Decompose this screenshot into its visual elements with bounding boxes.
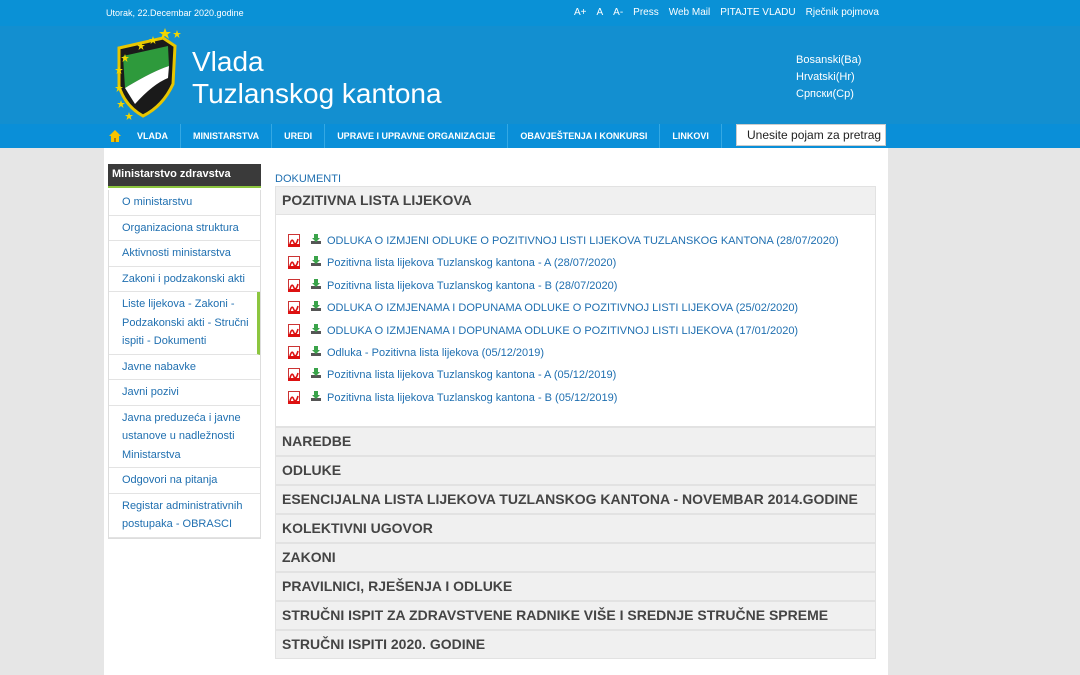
sidebar-item-aktivnosti[interactable]: Aktivnosti ministarstva	[109, 241, 260, 267]
sidebar-title: Ministarstvo zdravstva	[108, 164, 261, 188]
ask-government-link[interactable]: PITAJTE VLADU	[720, 7, 796, 18]
sidebar-item-javni-pozivi[interactable]: Javni pozivi	[109, 380, 260, 406]
document-link[interactable]: ODLUKA O IZMJENI ODLUKE O POZITIVNOJ LISTI LIJEKOVA TUZLANSKOG KANTONA (28/07/2020)	[327, 235, 839, 247]
document-item[interactable]	[288, 255, 863, 272]
section-header-pravilnici[interactable]: PRAVILNICI, RJEŠENJA I ODLUKE	[275, 572, 876, 601]
section-header-pozitivna-lista[interactable]: POZITIVNA LISTA LIJEKOVA	[275, 186, 876, 215]
sidebar-list	[108, 190, 261, 539]
document-link[interactable]: Pozitivna lista lijekova Tuzlanskog kantona - A (28/07/2020)	[327, 257, 617, 270]
nav-item-obavjestenja[interactable]: OBAVJEŠTENJA I KONKURSI	[508, 124, 660, 148]
current-date: Utorak, 22.Decembar 2020.godine	[106, 8, 244, 18]
document-item[interactable]	[288, 233, 863, 250]
section-header-naredbe[interactable]: NAREDBE	[275, 427, 876, 456]
sidebar-item-organizaciona-struktura[interactable]: Organizaciona struktura	[109, 216, 260, 242]
document-link[interactable]: ODLUKA O IZMJENAMA I DOPUNAMA ODLUKE O POZITIVNOJ LISTI LIJEKOVA (25/02/2020)	[327, 302, 799, 315]
document-item[interactable]	[288, 323, 863, 340]
lang-bosnian-link[interactable]: Bosanski(Ba)	[796, 54, 862, 66]
pdf-icon[interactable]	[288, 368, 300, 381]
sidebar-item-o-ministarstvu[interactable]: O ministarstvu	[109, 190, 260, 216]
download-icon[interactable]	[310, 233, 322, 245]
document-list	[275, 215, 876, 427]
sidebar-item-zakoni[interactable]: Zakoni i podzakonski akti	[109, 267, 260, 293]
document-item[interactable]	[288, 367, 863, 384]
section-header-odluke[interactable]: ODLUKE	[275, 456, 876, 485]
pdf-icon[interactable]	[288, 234, 300, 247]
breadcrumb[interactable]: DOKUMENTI	[275, 173, 341, 185]
press-link[interactable]: Press	[633, 7, 659, 18]
site-header	[0, 26, 1080, 124]
section-header-kolektivni-ugovor[interactable]: KOLEKTIVNI UGOVOR	[275, 514, 876, 543]
home-icon[interactable]	[108, 129, 122, 143]
coat-of-arms-logo[interactable]	[113, 26, 183, 124]
document-item[interactable]	[288, 278, 863, 295]
font-increase-link[interactable]: A+	[573, 7, 587, 18]
main-content	[275, 172, 876, 659]
nav-item-uredi[interactable]: UREDI	[272, 124, 325, 148]
font-decrease-link[interactable]: A-	[613, 7, 624, 18]
download-icon[interactable]	[310, 300, 322, 312]
download-icon[interactable]	[310, 367, 322, 379]
sidebar-item-registar[interactable]: Registar administrativnih postupaka - OBRASCI	[109, 494, 260, 538]
pdf-icon[interactable]	[288, 346, 300, 359]
document-link[interactable]: Odluka - Pozitivna lista lijekova (05/12/2019)	[327, 346, 545, 359]
site-title-line1: Vlada	[192, 46, 264, 77]
document-link[interactable]: Pozitivna lista lijekova Tuzlanskog kantona - B (05/12/2019)	[327, 391, 618, 404]
download-icon[interactable]	[310, 345, 322, 357]
main-nav	[0, 124, 1080, 148]
pdf-icon[interactable]	[288, 391, 300, 404]
nav-item-uprave[interactable]: UPRAVE I UPRAVNE ORGANIZACIJE	[325, 124, 508, 148]
lang-serbian-link[interactable]: Српски(Ср)	[796, 88, 854, 100]
nav-item-ministarstva[interactable]: MINISTARSTVA	[181, 124, 272, 148]
download-icon[interactable]	[310, 278, 322, 290]
font-normal-link[interactable]: A	[596, 7, 604, 18]
top-links	[574, 7, 879, 18]
section-header-esencijalna-lista[interactable]: ESENCIJALNA LISTA LIJEKOVA TUZLANSKOG KANTONA - NOVEMBAR 2014.GODINE	[275, 485, 876, 514]
sidebar-item-javna-preduzeca[interactable]: Javna preduzeća i javne ustanove u nadležnosti Ministarstva	[109, 406, 260, 469]
sidebar-item-odgovori[interactable]: Odgovori na pitanja	[109, 468, 260, 494]
lang-croatian-link[interactable]: Hrvatski(Hr)	[796, 71, 855, 83]
document-link[interactable]: Pozitivna lista lijekova Tuzlanskog kantona - A (05/12/2019)	[327, 369, 617, 382]
nav-item-linkovi[interactable]: LINKOVI	[660, 124, 722, 148]
webmail-link[interactable]: Web Mail	[668, 7, 711, 18]
download-icon[interactable]	[310, 390, 322, 402]
pdf-icon[interactable]	[288, 301, 300, 314]
document-item[interactable]	[288, 345, 863, 362]
site-title-line2: Tuzlanskog kantona	[192, 78, 442, 109]
glossary-link[interactable]: Rječnik pojmova	[805, 7, 879, 18]
section-header-strucni-ispit[interactable]: STRUČNI ISPIT ZA ZDRAVSTVENE RADNIKE VIŠE I SREDNJE STRUČNE SPREME	[275, 601, 876, 630]
search-input[interactable]: Unesite pojam za pretrag	[736, 124, 886, 146]
section-header-strucni-ispiti-2020[interactable]: STRUČNI ISPITI 2020. GODINE	[275, 630, 876, 659]
document-link[interactable]: Pozitivna lista lijekova Tuzlanskog kantona - B (28/07/2020)	[327, 279, 618, 292]
download-icon[interactable]	[310, 323, 322, 335]
top-strip	[0, 0, 1080, 26]
nav-menu	[125, 124, 722, 148]
pdf-icon[interactable]	[288, 324, 300, 337]
sidebar-item-liste-lijekova[interactable]: Liste lijekova - Zakoni - Podzakonski akti - Stručni ispiti - Dokumenti	[109, 292, 260, 355]
section-header-zakoni[interactable]: ZAKONI	[275, 543, 876, 572]
nav-item-vlada[interactable]: VLADA	[125, 124, 181, 148]
language-switcher	[796, 52, 861, 103]
document-link[interactable]: ODLUKA O IZMJENAMA I DOPUNAMA ODLUKE O POZITIVNOJ LISTI LIJEKOVA (17/01/2020)	[327, 324, 799, 337]
sidebar	[108, 164, 261, 539]
document-item[interactable]	[288, 300, 863, 317]
content-panel	[104, 148, 888, 675]
pdf-icon[interactable]	[288, 279, 300, 292]
pdf-icon[interactable]	[288, 256, 300, 269]
download-icon[interactable]	[310, 255, 322, 267]
sidebar-item-javne-nabavke[interactable]: Javne nabavke	[109, 355, 260, 381]
document-item[interactable]	[288, 390, 863, 407]
site-title[interactable]	[192, 46, 442, 110]
